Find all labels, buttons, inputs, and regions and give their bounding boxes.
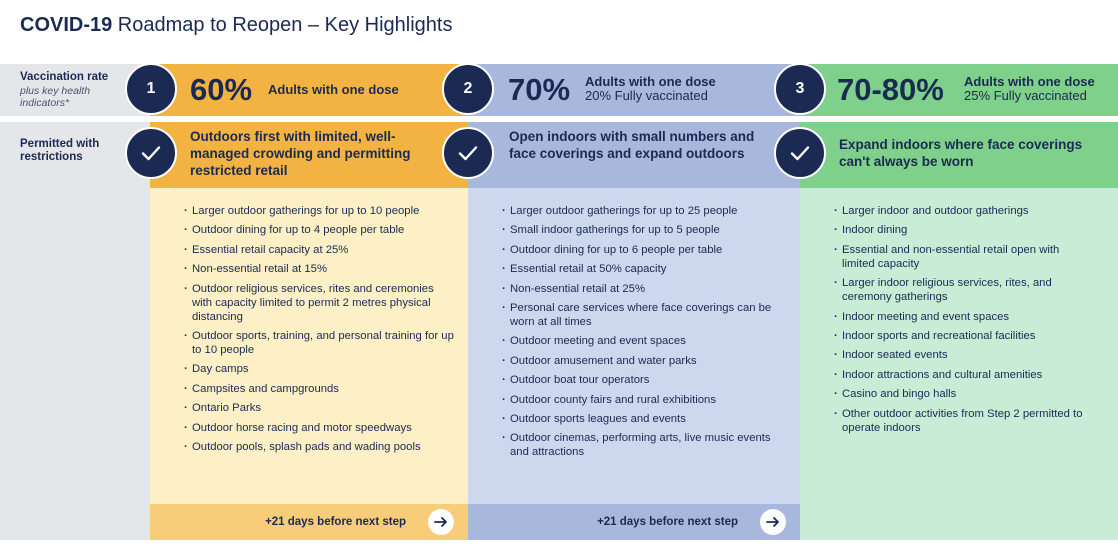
step-1-number-badge: 1 bbox=[125, 63, 177, 115]
list-item: · Non-essential retail at 25% bbox=[502, 282, 792, 296]
step-3-vaccination-band bbox=[800, 64, 1118, 116]
step-2-item-list bbox=[502, 204, 792, 465]
checkmark-icon bbox=[774, 127, 826, 179]
list-item: · Personal care services where face coverings can be worn at all times bbox=[502, 301, 792, 329]
step-1-footer bbox=[150, 504, 468, 540]
checkmark-icon bbox=[125, 127, 177, 179]
step-2-vaccination-band bbox=[468, 64, 800, 116]
row-labels bbox=[0, 64, 150, 540]
list-item: · Outdoor pools, splash pads and wading pools bbox=[184, 440, 454, 454]
list-item: · Larger indoor and outdoor gatherings bbox=[834, 204, 1092, 218]
step-3-item-list bbox=[834, 204, 1092, 440]
step-2-dose-text: Adults with one dose bbox=[585, 74, 716, 89]
step-1-vaccination-band bbox=[150, 64, 468, 116]
step-3-dose-text: Adults with one dose bbox=[964, 74, 1095, 89]
step-1-headline: Outdoors first with limited, well-managed crowding and permitting restricted retail bbox=[190, 129, 411, 178]
step-2-next-step-text: +21 days before next step bbox=[597, 516, 738, 528]
step-1-item-list bbox=[184, 204, 454, 459]
list-item: · Outdoor dining for up to 6 people per table bbox=[502, 243, 792, 257]
list-item: · Essential retail capacity at 25% bbox=[184, 243, 454, 257]
step-3-number-badge: 3 bbox=[774, 63, 826, 115]
step-3-fully-vaccinated-text: 25% Fully vaccinated bbox=[964, 88, 1087, 103]
list-item: · Ontario Parks bbox=[184, 401, 454, 415]
list-item: · Outdoor meeting and event spaces bbox=[502, 334, 792, 348]
step-1-headline-band bbox=[150, 122, 468, 188]
list-item: · Campsites and campgrounds bbox=[184, 382, 454, 396]
permitted-label-cell bbox=[0, 122, 150, 540]
step-3-percent: 70-80% bbox=[837, 72, 944, 107]
list-item: · Small indoor gatherings for up to 5 people bbox=[502, 223, 792, 237]
list-item: · Indoor dining bbox=[834, 223, 1092, 237]
step-2-fully-vaccinated-text: 20% Fully vaccinated bbox=[585, 88, 708, 103]
list-item: · Outdoor religious services, rites and ceremonies with capacity limited to permit 2 metres physical distancing bbox=[184, 282, 454, 324]
step-2-column bbox=[468, 64, 800, 540]
step-2-headline: Open indoors with small numbers and face coverings and expand outdoors bbox=[509, 129, 755, 161]
step-3-column bbox=[800, 64, 1118, 540]
step-2-body bbox=[468, 188, 800, 540]
list-item: · Outdoor sports, training, and personal training for up to 10 people bbox=[184, 329, 454, 357]
list-item: · Essential and non-essential retail open with limited capacity bbox=[834, 243, 1092, 271]
page-title: COVID-19 Roadmap to Reopen – Key Highlights bbox=[20, 14, 453, 36]
list-item: · Outdoor horse racing and motor speedways bbox=[184, 421, 454, 435]
permitted-label: Permitted with restrictions bbox=[20, 138, 100, 163]
list-item: · Casino and bingo halls bbox=[834, 387, 1092, 401]
list-item: · Indoor attractions and cultural amenities bbox=[834, 368, 1092, 382]
list-item: · Outdoor cinemas, performing arts, live music events and attractions bbox=[502, 431, 792, 459]
list-item: · Indoor seated events bbox=[834, 348, 1092, 362]
list-item: · Essential retail at 50% capacity bbox=[502, 262, 792, 276]
list-item: · Indoor sports and recreational facilities bbox=[834, 329, 1092, 343]
step-2-headline-band bbox=[468, 122, 800, 188]
step-2-percent: 70% bbox=[508, 72, 571, 107]
step-2-number-badge: 2 bbox=[442, 63, 494, 115]
list-item: · Outdoor dining for up to 4 people per table bbox=[184, 223, 454, 237]
vaccination-rate-sublabel: plus key health indicators* bbox=[20, 85, 91, 109]
checkmark-icon bbox=[442, 127, 494, 179]
list-item: · Larger outdoor gatherings for up to 10 people bbox=[184, 204, 454, 218]
arrow-right-icon[interactable] bbox=[760, 509, 786, 535]
step-1-next-step-text: +21 days before next step bbox=[265, 516, 406, 528]
list-item: · Outdoor county fairs and rural exhibitions bbox=[502, 393, 792, 407]
step-1-body bbox=[150, 188, 468, 540]
list-item: · Other outdoor activities from Step 2 permitted to operate indoors bbox=[834, 407, 1092, 435]
list-item: · Larger indoor religious services, rites, and ceremony gatherings bbox=[834, 276, 1092, 304]
step-1-column bbox=[150, 64, 468, 540]
arrow-right-icon[interactable] bbox=[428, 509, 454, 535]
list-item: · Outdoor amusement and water parks bbox=[502, 354, 792, 368]
list-item: · Indoor meeting and event spaces bbox=[834, 310, 1092, 324]
vaccination-rate-label: Vaccination rate bbox=[20, 71, 109, 83]
list-item: · Non-essential retail at 15% bbox=[184, 262, 454, 276]
step-2-footer bbox=[468, 504, 800, 540]
step-1-dose-text: Adults with one dose bbox=[268, 82, 399, 97]
list-item: · Day camps bbox=[184, 362, 454, 376]
step-3-body bbox=[800, 188, 1118, 540]
step-3-headline: Expand indoors where face coverings can't always be worn bbox=[839, 137, 1083, 169]
list-item: · Larger outdoor gatherings for up to 25 people bbox=[502, 204, 792, 218]
step-1-percent: 60% bbox=[190, 72, 253, 107]
list-item: · Outdoor boat tour operators bbox=[502, 373, 792, 387]
list-item: · Outdoor sports leagues and events bbox=[502, 412, 792, 426]
step-3-headline-band bbox=[800, 122, 1118, 188]
